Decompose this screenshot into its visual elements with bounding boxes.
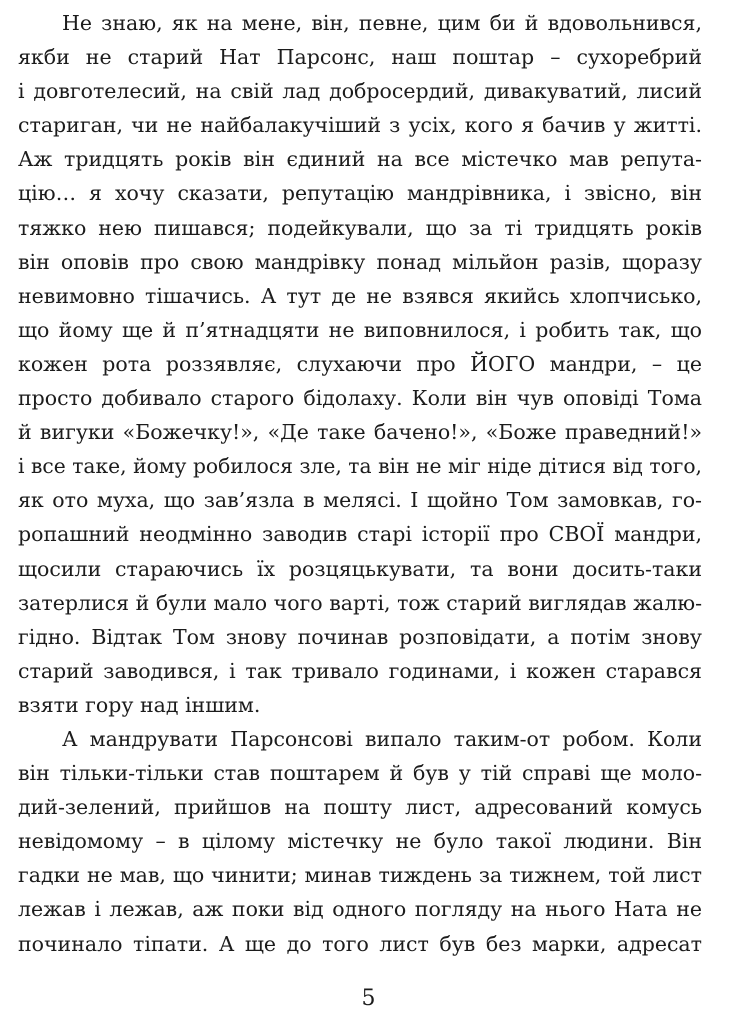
text-line: дий-зелений, прийшов на пошту лист, адресований комусь <box>18 795 702 820</box>
text-line: старий заводився, і так тривало годинами, і кожен старався <box>18 658 702 683</box>
text-line: і все таке, йому робилося зле, та він не міг ніде дітися від того, <box>18 454 702 479</box>
text-line: ропашний неодмінно заводив старі історії про СВОЇ мандри, <box>18 522 702 547</box>
text-line: гадки не мав, що чинити; минав тиждень за тижнем, той лист <box>18 863 702 888</box>
text-line: цію… я хочу сказати, репутацію мандрівника, і звісно, він <box>18 181 702 206</box>
page-number: 5 <box>361 986 376 1011</box>
body-text <box>18 6 702 961</box>
paragraph-1 <box>18 6 702 722</box>
text-line: й вигуки «Божечку!», «Де таке бачено!», «Боже праведний!» <box>18 420 702 445</box>
text-line: кожен рота роззявляє, слухаючи про ЙОГО мандри, – це <box>18 351 702 376</box>
text-line: затерлися й були мало чого варті, тож старий виглядав жалю- <box>18 590 702 615</box>
text-line: просто добивало старого бідолаху. Коли він чув оповіді Тома <box>18 386 702 411</box>
text-line: гідно. Відтак Том знову починав розповідати, а потім знову <box>18 624 702 649</box>
text-line: тяжко нею пишався; подейкували, що за ті тридцять років <box>18 215 702 240</box>
text-line: лежав і лежав, аж поки від одного погляду на нього Ната не <box>18 897 702 922</box>
text-line: А мандрувати Парсонсові випало таким-от робом. Коли <box>62 726 702 751</box>
text-line: невимовно тішачись. А тут де не взявся якийсь хлопчисько, <box>18 283 702 308</box>
text-line: як ото муха, що зав’язла в мелясі. І щойно Том замовкав, го- <box>18 488 702 513</box>
text-line: Не знаю, як на мене, він, певне, цим би й вдовольнився, <box>62 11 702 35</box>
text-line: він оповів про свою мандрівку понад мільйон разів, щоразу <box>18 249 702 274</box>
text-line: якби не старий Нат Парсонс, наш поштар – сухоребрий <box>18 45 702 70</box>
text-line: що йому ще й п’ятнадцяти не виповнилося, і робить так, що <box>18 317 702 342</box>
text-line: і довготелесий, на свій лад добросердий, дивакуватий, лисий <box>18 79 702 104</box>
text-line: він тільки-тільки став поштарем й був у тій справі ще моло- <box>18 761 702 786</box>
paragraph-2 <box>18 722 702 961</box>
text-line: починало тіпати. А ще до того лист був без марки, адресат <box>18 931 702 956</box>
text-line: взяти гору над іншим. <box>18 692 261 717</box>
text-line: невідомому – в цілому містечку не було такої людини. Він <box>18 829 702 854</box>
text-line: стариган, чи не найбалакучіший з усіх, кого я бачив у житті. <box>18 113 702 138</box>
text-line: Аж тридцять років він єдиний на все містечко мав репута- <box>18 147 702 172</box>
text-line: щосили стараючись їх розцяцькувати, та вони досить-таки <box>18 556 702 581</box>
